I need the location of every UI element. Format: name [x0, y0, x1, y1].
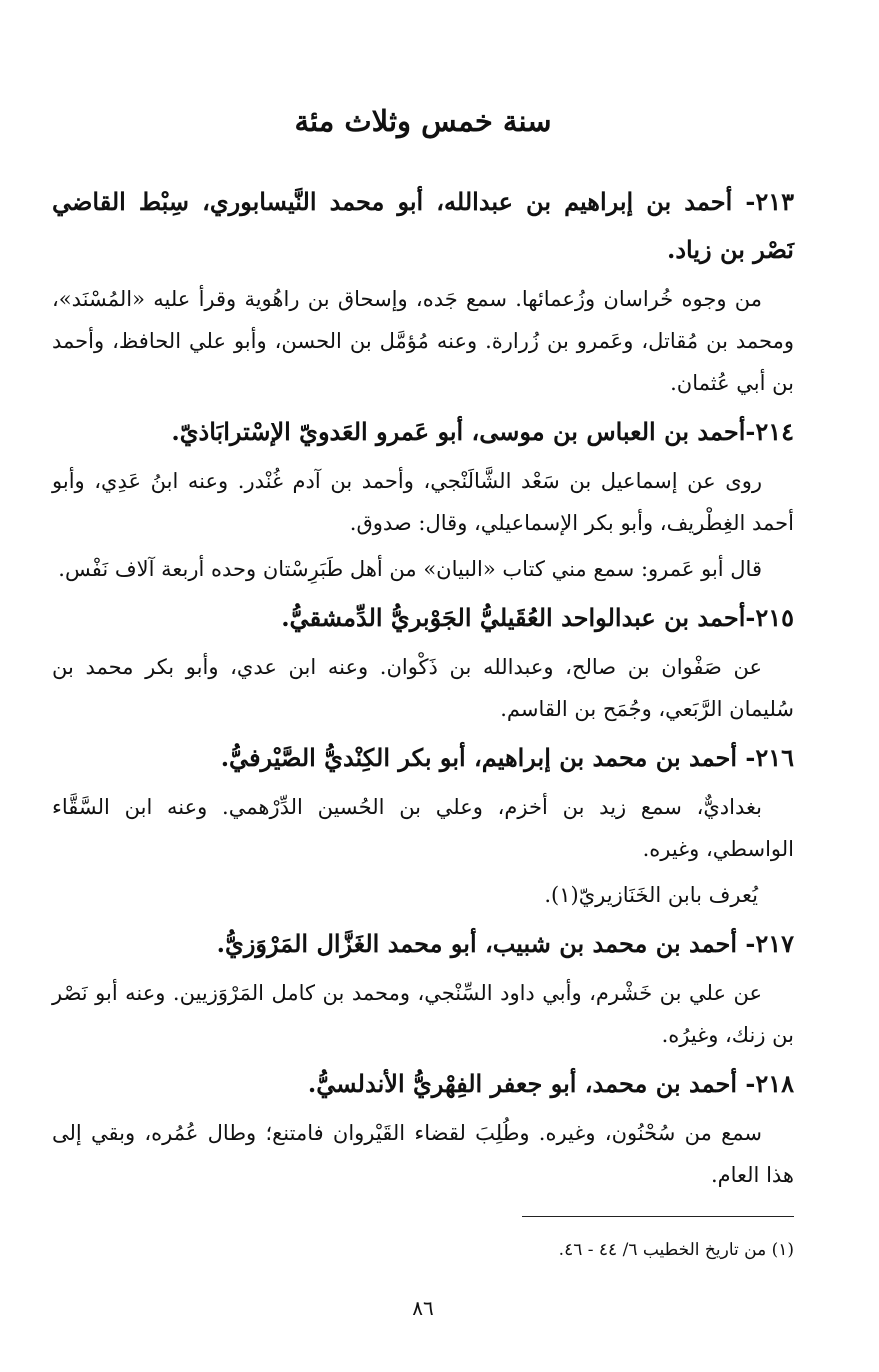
chapter-title: سنة خمس وثلاث مئة: [294, 104, 552, 138]
entry-heading-217: ٢١٧- أحمد بن محمد بن شبيب، أبو محمد الغَزَّال المَرْوَزيُّ.: [216, 929, 794, 958]
entry-text-215: عن صَفْوان بن صالح، وعبدالله بن ذَكْوان. وعنه ابن عدي، وأبو بكر محمد بن سُليمان الرَّبَعي، وجُمَح بن القاسم.: [52, 655, 794, 721]
entry-text-214: روى عن إسماعيل بن سَعْد الشَّالَنْجي، وأحمد بن آدم غُنْدر. وعنه ابنُ عَدِي، وأبو أحمد الغِطْريف، وأبو بكر الإسماعيلي، وقال: صدوق.: [52, 469, 794, 535]
book-page: [52, 0, 794, 1372]
entry-heading-216: ٢١٦- أحمد بن محمد بن إبراهيم، أبو بكر الكِنْديُّ الصَّيْرفيُّ.: [220, 743, 794, 772]
footnote-divider: [522, 1216, 794, 1217]
entry-heading-213: ٢١٣- أحمد بن إبراهيم بن عبدالله، أبو محمد النَّيسابوري، سِبْط القاضي نَصْر بن زياد.: [52, 187, 794, 264]
entry-text-216: بغداديٌّ، سمع زيد بن أخزم، وعلي بن الحُسين الدِّرْهمي. وعنه ابن السَّقَّاء الواسطي، وغيره.: [52, 795, 794, 861]
body-text: [52, 178, 794, 1200]
footnote: (١) من تاريخ الخطيب ٦/ ٤٤ - ٤٦.: [558, 1240, 794, 1260]
entry-text-217: عن علي بن خَشْرم، وأبي داود السِّنْجي، ومحمد بن كامل المَرْوَزيين. وعنه أبو نَصْر بن زنك، وغيرُه.: [52, 981, 794, 1047]
entry-heading-215: ٢١٥-أحمد بن عبدالواحد العُقَيليُّ الجَوْبريُّ الدِّمشقيُّ.: [281, 603, 794, 632]
entry-text-213: من وجوه خُراسان وزُعمائها. سمع جَده، وإسحاق بن راهُوية وقرأ عليه «المُسْنَد»، ومحمد بن مُقاتل، وعَمرو بن زُرارة. وعنه مُؤمَّل بن الحسن، وأبو علي الحافظ، وأحمد بن أبي عُثمان.: [52, 287, 794, 395]
entry-heading-214: ٢١٤-أحمد بن العباس بن موسى، أبو عَمرو العَدويّ الإسْترابَاذيّ.: [171, 417, 794, 446]
entry-heading-218: ٢١٨- أحمد بن محمد، أبو جعفر الفِهْريُّ الأندلسيُّ.: [307, 1069, 794, 1098]
entry-note-216: يُعرف بابن الخَنَازيريّ(١).: [544, 883, 758, 907]
entry-text-218: سمع من سُحْنُون، وغيره. وطُلِبَ لقضاء القَيْروان فامتنع؛ وطال عُمُره، وبقي إلى هذا العام.: [52, 1121, 794, 1187]
page-number: ٨٦: [412, 1296, 434, 1320]
entry-text-214-quote: قال أبو عَمرو: سمع مني كتاب «البيان» من أهل طَبَرِسْتان وحده أربعة آلاف نَفْس.: [58, 557, 762, 581]
